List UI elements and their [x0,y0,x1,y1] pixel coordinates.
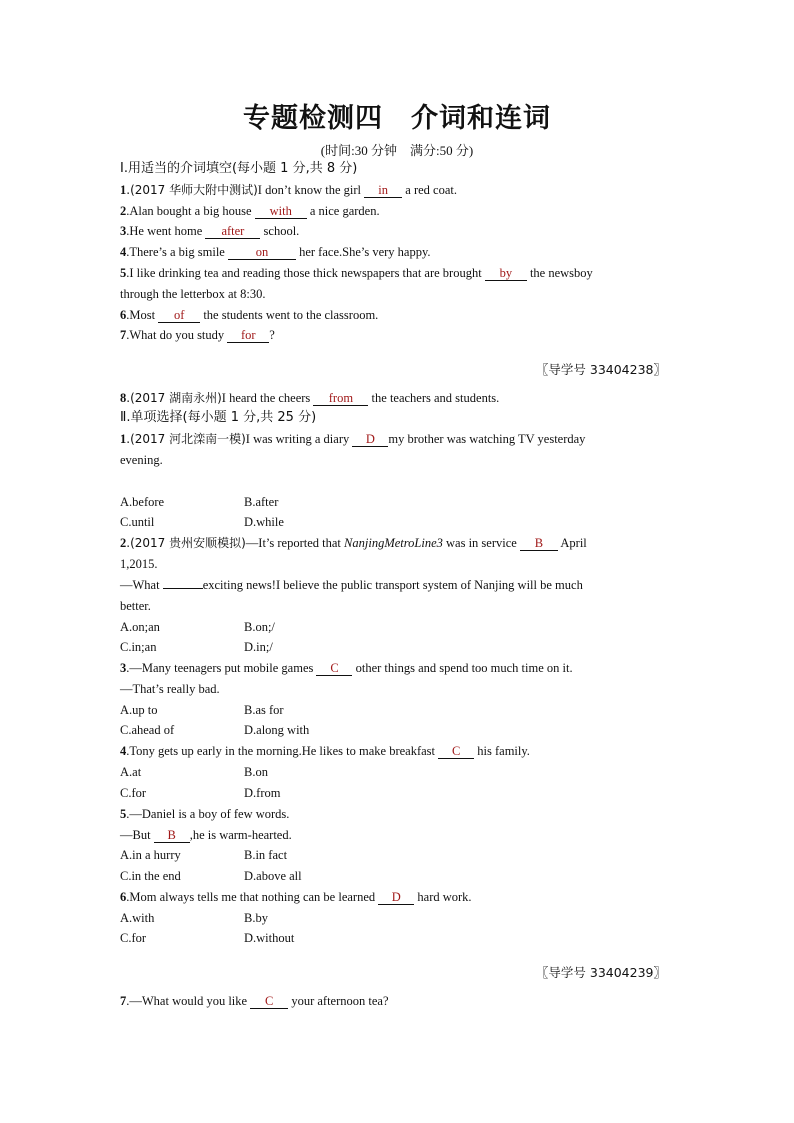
s1-question-7 [120,327,275,343]
question-number: 3 [120,661,127,675]
question-italic-text: NanjingMetroLine3 [344,536,443,550]
section2-heading: Ⅱ.单项选择(每小题 1 分,共 25 分) [120,410,317,425]
question-text: ? [269,328,275,342]
s1-question-1 [120,182,457,198]
question-text: —But [120,828,154,842]
s2-question-1-line2: evening. [120,453,163,467]
option-a: A.at [120,765,142,779]
s1-question-5-line2: through the letterbox at 8:30. [120,287,266,301]
question-number: 7 [120,994,127,1008]
s2-question-3 [120,660,573,676]
s2-question-2-line3 [120,577,583,593]
s2-question-6 [120,889,472,905]
answer-blank: B [520,536,558,551]
empty-blank [163,588,203,589]
question-number: 5 [120,807,127,821]
reference-number: 〖导学号 33404238〗 [535,362,666,377]
question-text: my brother was watching TV yesterday [388,432,586,446]
question-text: hard work. [414,890,472,904]
question-number: 6 [120,890,127,904]
option-row [120,514,284,530]
option-row [120,910,268,926]
question-number: 1 [120,183,127,197]
answer-blank: from [313,391,368,406]
question-text: exciting news!I believe the public transport system of Nanjing will be much [202,578,583,592]
question-text: school. [260,224,300,238]
option-c: C.until [120,515,155,529]
question-source: .(2017 湖南永州) [126,391,222,405]
answer-blank: C [316,661,352,676]
question-text: I don’t know the girl [257,183,365,197]
question-text: .—What would you like [126,994,251,1008]
option-a: A.up to [120,703,158,717]
question-text: .What do you study [126,328,228,342]
option-row [120,847,288,863]
option-a: A.in a hurry [120,848,181,862]
s1-question-6 [120,307,378,323]
option-c: C.in the end [120,869,181,883]
option-d: D.while [244,515,284,529]
s2-question-3-line2: —That’s really bad. [120,682,220,696]
question-source: .(2017 华师大附中测试) [126,183,258,197]
answer-blank: of [158,308,200,323]
question-number: 6 [120,308,127,322]
option-d: D.from [244,786,281,800]
option-row [120,764,268,780]
question-text: I was writing a diary [245,432,353,446]
s2-question-2 [120,535,587,551]
page-title: 专题检测四 介词和连词 [243,103,551,134]
question-number: 2 [120,536,127,550]
option-c: C.in;an [120,640,157,654]
option-row [120,702,284,718]
s1-question-3 [120,223,299,239]
question-text: the teachers and students. [368,391,500,405]
question-text: .—Daniel is a boy of few words. [126,807,290,821]
s1-question-5 [120,265,593,281]
question-text: a red coat. [402,183,457,197]
option-a: A.before [120,495,165,509]
option-row [120,619,275,635]
section1-heading: Ⅰ.用适当的介词填空(每小题 1 分,共 8 分) [120,161,358,176]
option-row [120,494,279,510]
question-text: a nice garden. [306,204,380,218]
option-b: B.in fact [244,848,288,862]
question-text: her face.She’s very happy. [295,245,431,259]
answer-blank: for [227,328,269,343]
question-text: your afternoon tea? [288,994,389,1008]
reference-number: 〖导学号 33404239〗 [535,965,666,980]
question-source: .(2017 贵州安顺模拟) [126,536,246,550]
option-d: D.along with [244,723,310,737]
option-a: A.with [120,911,155,925]
question-number: 7 [120,328,127,342]
option-row [120,785,281,801]
s2-question-5 [120,806,289,822]
question-text: I heard the cheers [221,391,314,405]
s2-question-4 [120,743,530,759]
question-text: .He went home [126,224,206,238]
question-text: the students went to the classroom. [200,308,379,322]
s1-question-2 [120,203,380,219]
question-text: .Most [126,308,159,322]
question-source: .(2017 河北滦南一模) [126,432,246,446]
question-number: 4 [120,744,127,758]
option-row [120,722,310,738]
answer-blank: D [352,432,388,447]
question-text: .There’s a big smile [126,245,228,259]
s2-question-2-line2: 1,2015. [120,557,158,571]
question-text: .Tony gets up early in the morning.He likes to make breakfast [126,744,439,758]
answer-blank: after [205,224,260,239]
question-text: other things and spend too much time on it. [352,661,573,675]
question-text: .I like drinking tea and reading those thick newspapers that are brought [126,266,485,280]
answer-blank: C [250,994,288,1009]
question-number: 4 [120,245,127,259]
question-text: .—Many teenagers put mobile games [126,661,317,675]
question-number: 5 [120,266,127,280]
option-c: C.for [120,931,147,945]
option-b: B.after [244,495,279,509]
option-row [120,639,273,655]
answer-blank: D [378,890,414,905]
answer-blank: C [438,744,474,759]
option-d: D.above all [244,869,302,883]
s2-question-7 [120,993,389,1009]
question-text: —What [120,578,163,592]
s2-question-5-line2 [120,827,292,843]
question-text: .Mom always tells me that nothing can be learned [126,890,379,904]
option-b: B.as for [244,703,284,717]
s2-question-1 [120,431,585,447]
question-text: his family. [474,744,530,758]
question-text: —It’s reported that [245,536,345,550]
s1-question-4 [120,244,431,260]
question-text: .Alan bought a big house [126,204,255,218]
option-row [120,930,295,946]
option-b: B.on [244,765,268,779]
option-d: D.in;/ [244,640,273,654]
page-subtitle: (时间:30 分钟 满分:50 分) [320,143,474,158]
question-text: ,he is warm-hearted. [189,828,292,842]
option-b: B.by [244,911,268,925]
answer-blank: B [154,828,190,843]
option-c: C.for [120,786,147,800]
s1-question-8 [120,390,499,406]
answer-blank: by [485,266,527,281]
option-d: D.without [244,931,295,945]
s2-question-2-line4: better. [120,599,151,613]
question-text: was in service [442,536,520,550]
question-number: 2 [120,204,127,218]
question-number: 3 [120,224,127,238]
answer-blank: in [364,183,402,198]
question-number: 1 [120,432,127,446]
answer-blank: on [228,245,296,260]
question-number: 8 [120,391,127,405]
option-c: C.ahead of [120,723,175,737]
answer-blank: with [255,204,307,219]
question-text: the newsboy [526,266,593,280]
option-row [120,868,302,884]
option-b: B.on;/ [244,620,275,634]
question-text: April [557,536,587,550]
option-a: A.on;an [120,620,160,634]
